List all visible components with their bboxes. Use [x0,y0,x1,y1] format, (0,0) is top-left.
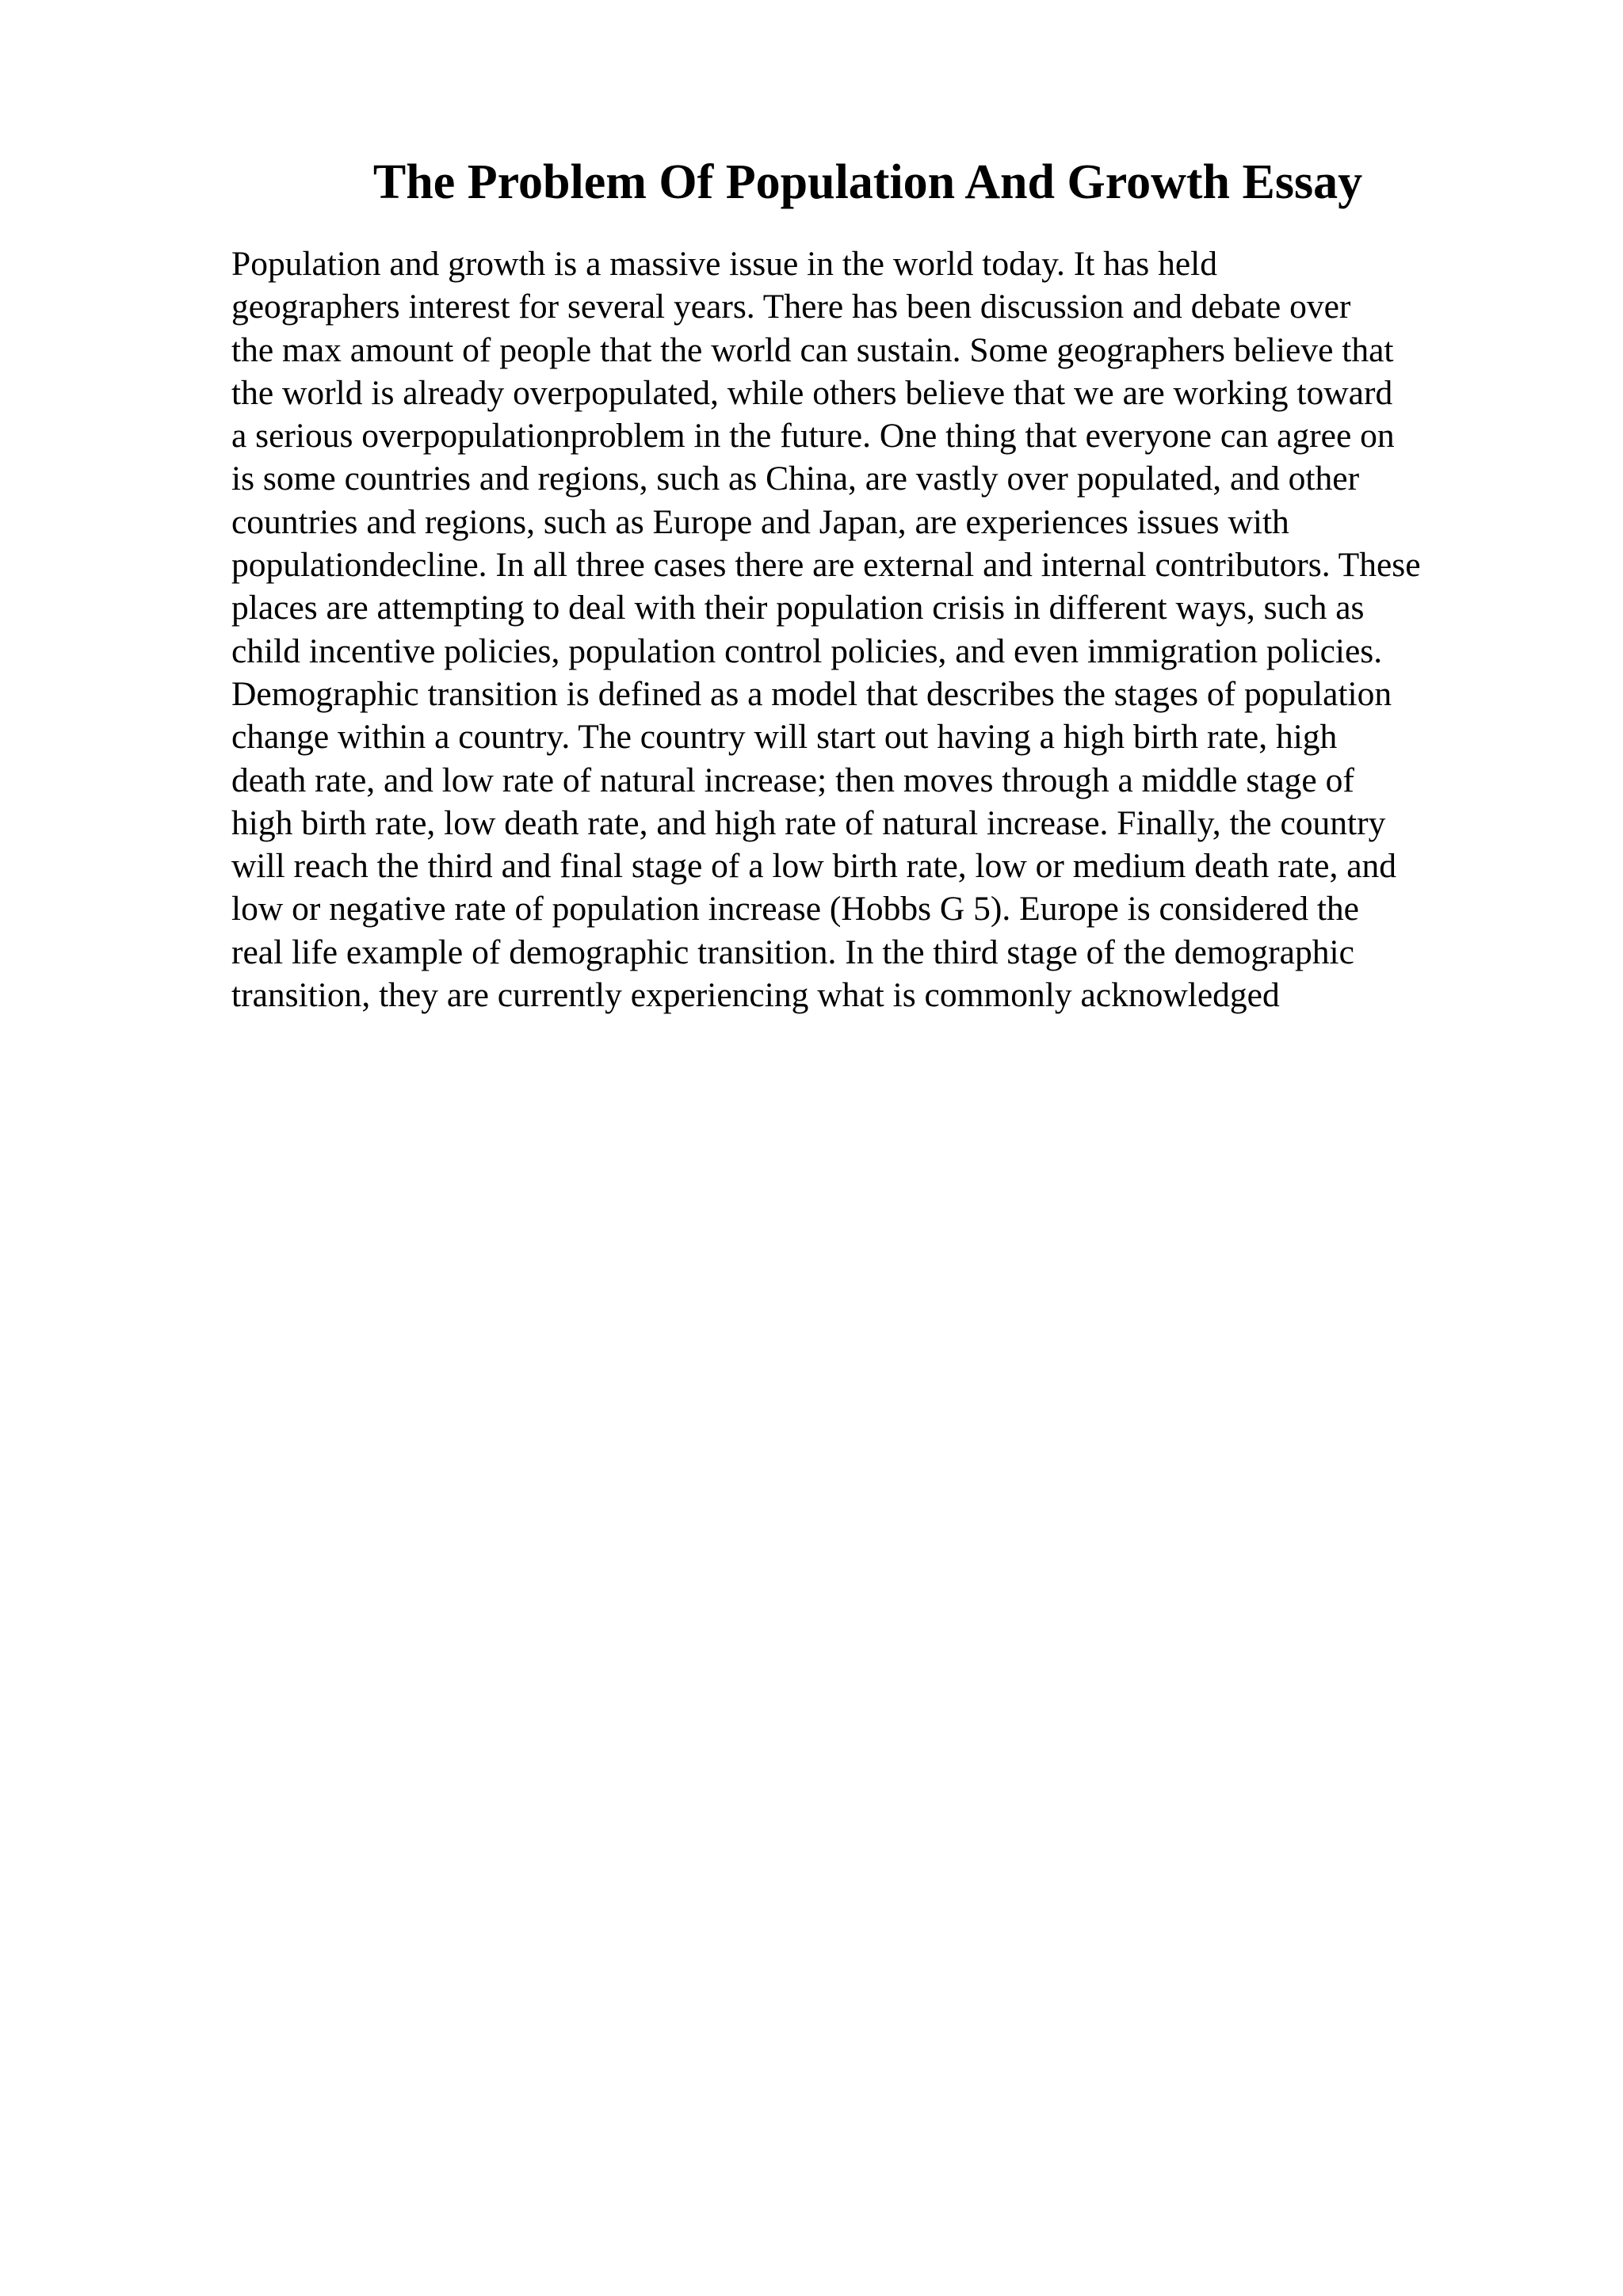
text-line: death rate, and low rate of natural increase; then moves through a middle stage of [231,761,1354,799]
text-line: real life example of demographic transition. In the third stage of the demographic [231,933,1354,971]
text-line: countries and regions, such as Europe and Japan, are experiences issues with [231,502,1289,541]
text-line: high birth rate, low death rate, and high rate of natural increase. Finally, the country [231,803,1386,842]
text-line: the world is already overpopulated, while others believe that we are working toward [231,373,1393,412]
text-line: populationdecline. In all three cases there are external and internal contributors. These [231,546,1421,585]
text-line: a serious overpopulationproblem in the future. One thing that everyone can agree on [231,417,1395,456]
text-line: Demographic transition is defined as a model that describes the stages of population [231,674,1392,713]
essay-body [231,242,1579,1016]
text-line: low or negative rate of population increase (Hobbs G 5). Europe is considered the [231,890,1359,929]
text-line: change within a country. The country will start out having a high birth rate, high [231,718,1338,757]
text-line: places are attempting to deal with their population crisis in different ways, such as [231,589,1365,627]
text-line: Population and growth is a massive issue in the world today. It has held [231,245,1217,283]
text-line: child incentive policies, population control policies, and even immigration policies. [231,631,1383,670]
document-title: The Problem Of Population And Growth Essay [372,155,1363,209]
text-line: the max amount of people that the world can sustain. Some geographers believe that [231,330,1394,369]
text-line: is some countries and regions, such as China, are vastly over populated, and other [231,460,1360,498]
text-line: will reach the third and final stage of a low birth rate, low or medium death rate, and [231,847,1397,886]
text-line: transition, they are currently experiencing what is commonly acknowledged [231,976,1280,1015]
text-line: geographers interest for several years. There has been discussion and debate over [231,288,1351,326]
